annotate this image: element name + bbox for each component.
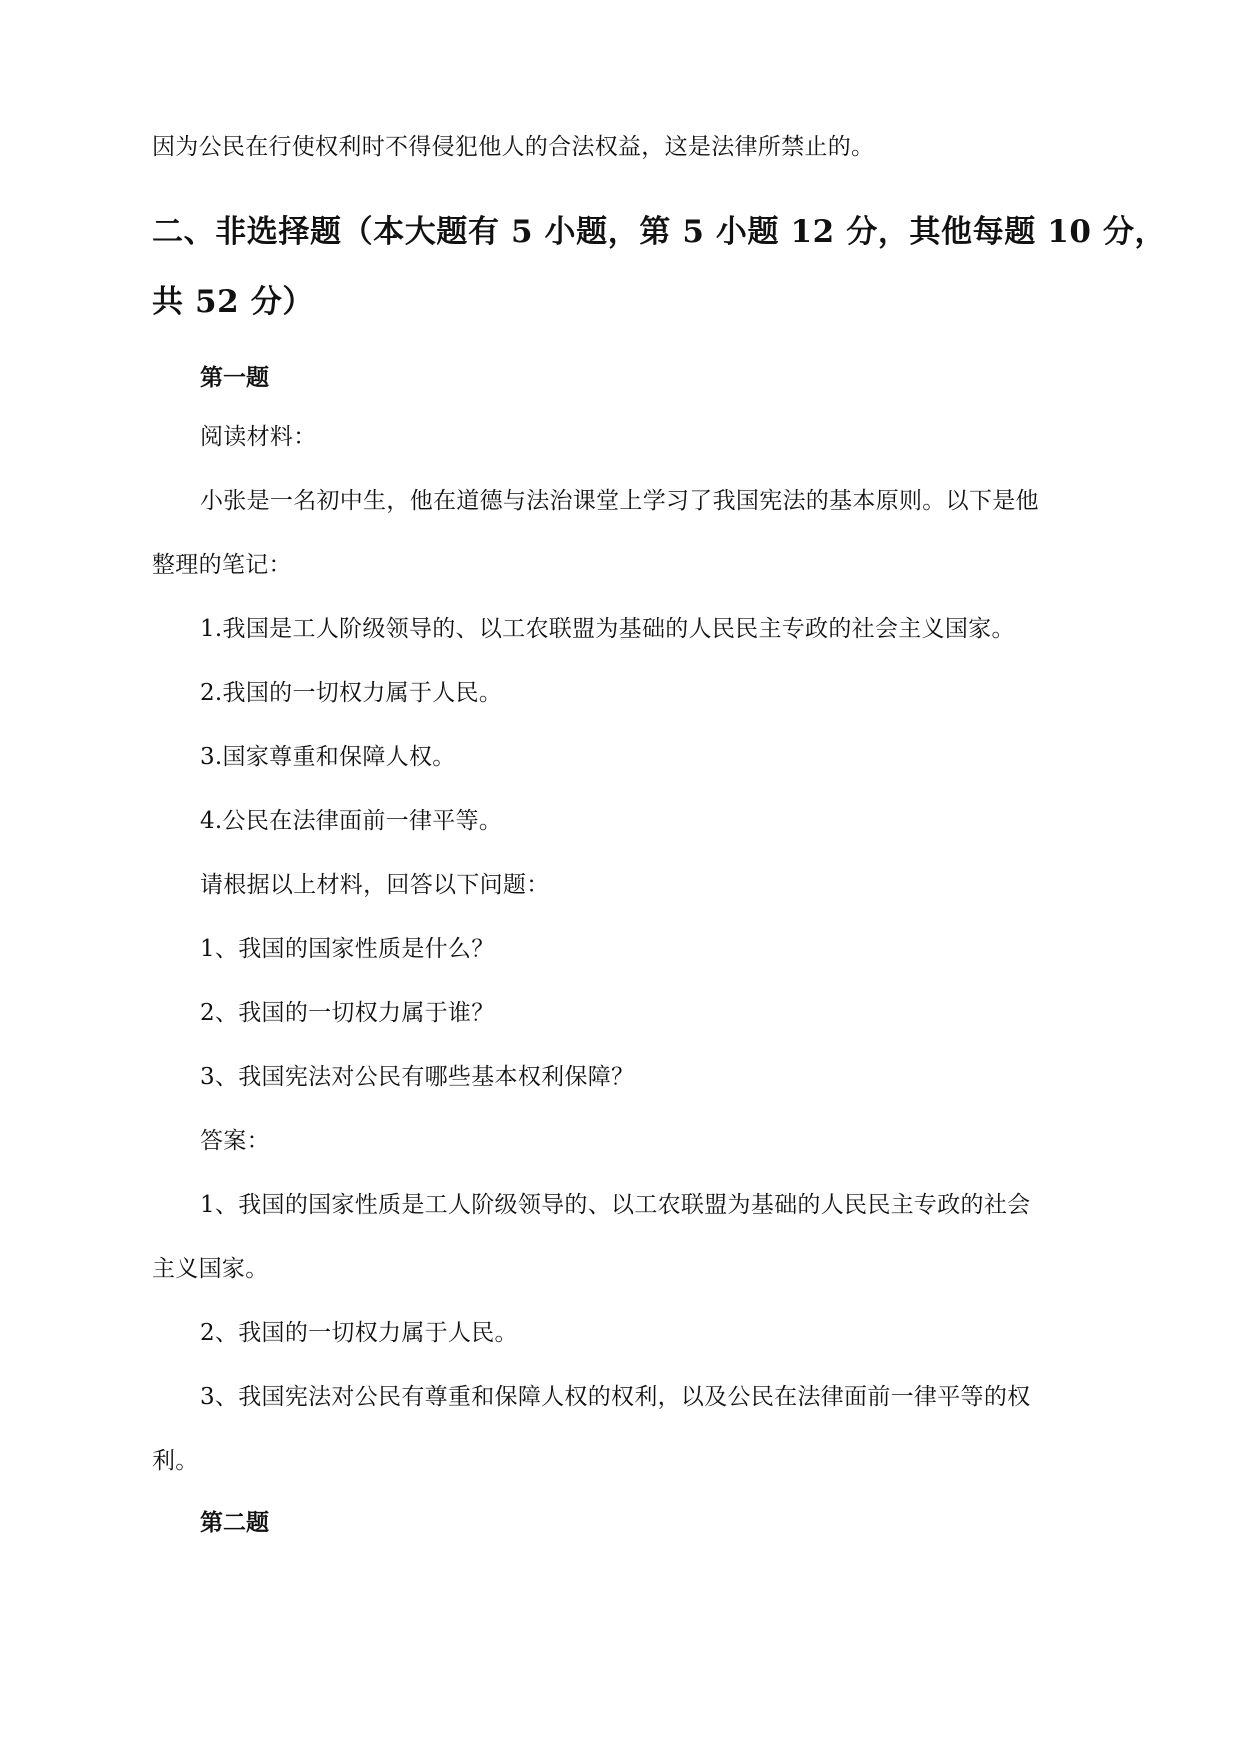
question-item-2: 2、我国的一切权力属于谁？: [200, 1000, 495, 1026]
intro-paragraph-line-1: 小张是一名初中生，他在道德与法治课堂上学习了我国宪法的基本原则。以下是他: [200, 488, 1039, 514]
note-item-2: 2.我国的一切权力属于人民。: [200, 680, 503, 706]
question-item-1: 1、我国的国家性质是什么？: [200, 936, 495, 962]
answer-1-line-2: 主义国家。: [152, 1256, 269, 1282]
section-heading-line-2: 共 52 分）: [152, 284, 314, 320]
answer-1-line-1: 1、我国的国家性质是工人阶级领导的、以工农联盟为基础的人民民主专政的社会: [200, 1192, 1031, 1218]
continuation-paragraph: 因为公民在行使权利时不得侵犯他人的合法权益，这是法律所禁止的。: [152, 134, 875, 160]
answer-3-line-2: 利。: [152, 1448, 199, 1474]
material-label: 阅读材料：: [200, 424, 317, 450]
note-item-1: 1.我国是工人阶级领导的、以工农联盟为基础的人民民主专政的社会主义国家。: [200, 616, 1015, 642]
question-2-title: 第二题: [200, 1509, 269, 1536]
section-heading-line-1: 二、非选择题（本大题有 5 小题，第 5 小题 12 分，其他每题 10 分，: [152, 214, 1167, 250]
question-item-3: 3、我国宪法对公民有哪些基本权利保障？: [200, 1064, 635, 1090]
note-item-3: 3.国家尊重和保障人权。: [200, 744, 456, 770]
answer-label: 答案：: [200, 1128, 270, 1154]
answer-2: 2、我国的一切权力属于人民。: [200, 1320, 518, 1346]
answer-3-line-1: 3、我国宪法对公民有尊重和保障人权的权利，以及公民在法律面前一律平等的权: [200, 1384, 1031, 1410]
question-1-title: 第一题: [200, 364, 269, 391]
intro-paragraph-line-2: 整理的笔记：: [152, 552, 292, 578]
note-item-4: 4.公民在法律面前一律平等。: [200, 808, 503, 834]
question-prompt: 请根据以上材料，回答以下问题：: [200, 872, 550, 898]
